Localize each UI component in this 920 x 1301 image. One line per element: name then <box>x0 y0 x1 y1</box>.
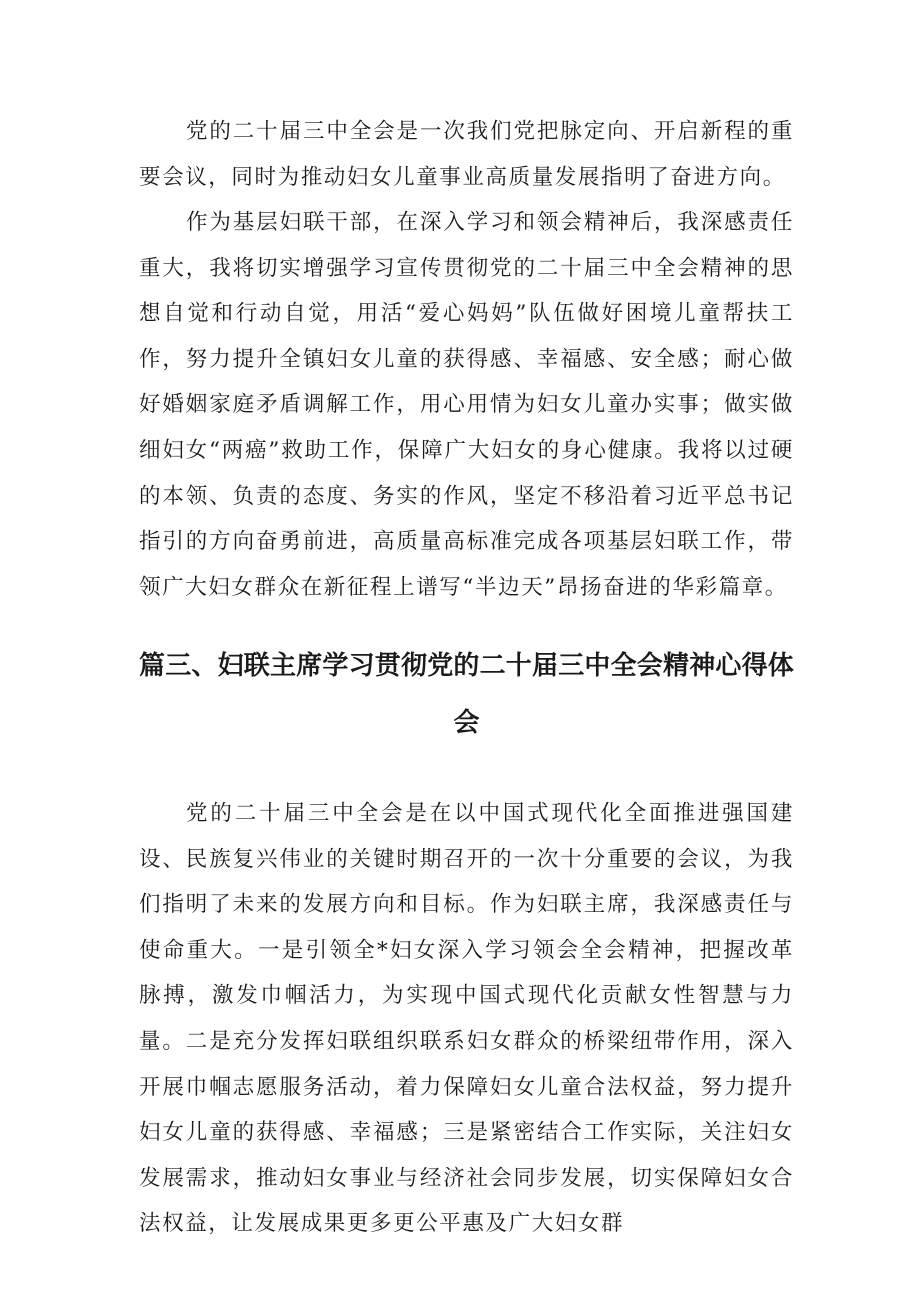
body-paragraph: 党的二十届三中全会是在以中国式现代化全面推进强国建设、民族复兴伟业的关键时期召开的一次十分重要的会议，为我们指明了未来的发展方向和目标。作为妇联主席，我深感责任与使命重大。一是引领全*妇女深入学习领会全会精神，把握改革脉搏，激发巾帼活力，为实现中国式现代化贡献女性智慧与力量。二是充分发挥妇联组织联系妇女群众的桥梁纽带作用，深入开展巾帼志愿服务活动，着力保障妇女儿童合法权益，努力提升妇女儿童的获得感、幸福感；三是紧密结合工作实际，关注妇女发展需求，推动妇女事业与经济社会同步发展，切实保障妇女合法权益，让发展成果更多更公平惠及广大妇女群 <box>139 801 794 1237</box>
section-heading-continuation: 会 <box>453 708 480 738</box>
body-paragraph: 作为基层妇联干部，在深入学习和领会精神后，我深感责任重大，我将切实增强学习宣传贯彻党的二十届三中全会精神的思想自觉和行动自觉，用活“爱心妈妈”队伍做好困境儿童帮扶工作，努力提升全镇妇女儿童的获得感、幸福感、安全感；耐心做好婚姻家庭矛盾调解工作，用心用情为妇女儿童办实事；做实做细妇女“两癌”救助工作，保障广大妇女的身心健康。我将以过硬的本领、负责的态度、务实的作风，坚定不移沿着习近平总书记指引的方向奋勇前进，高质量高标准完成各项基层妇联工作，带领广大妇女群众在新征程上谱写“半边天”昂扬奋进的华彩篇章。 <box>139 210 794 600</box>
body-paragraph: 党的二十届三中全会是一次我们党把脉定向、开启新程的重要会议，同时为推动妇女儿童事业高质量发展指明了奋进方向。 <box>139 119 794 190</box>
section-heading: 篇三、妇联主席学习贯彻党的二十届三中全会精神心得体 <box>139 651 795 681</box>
